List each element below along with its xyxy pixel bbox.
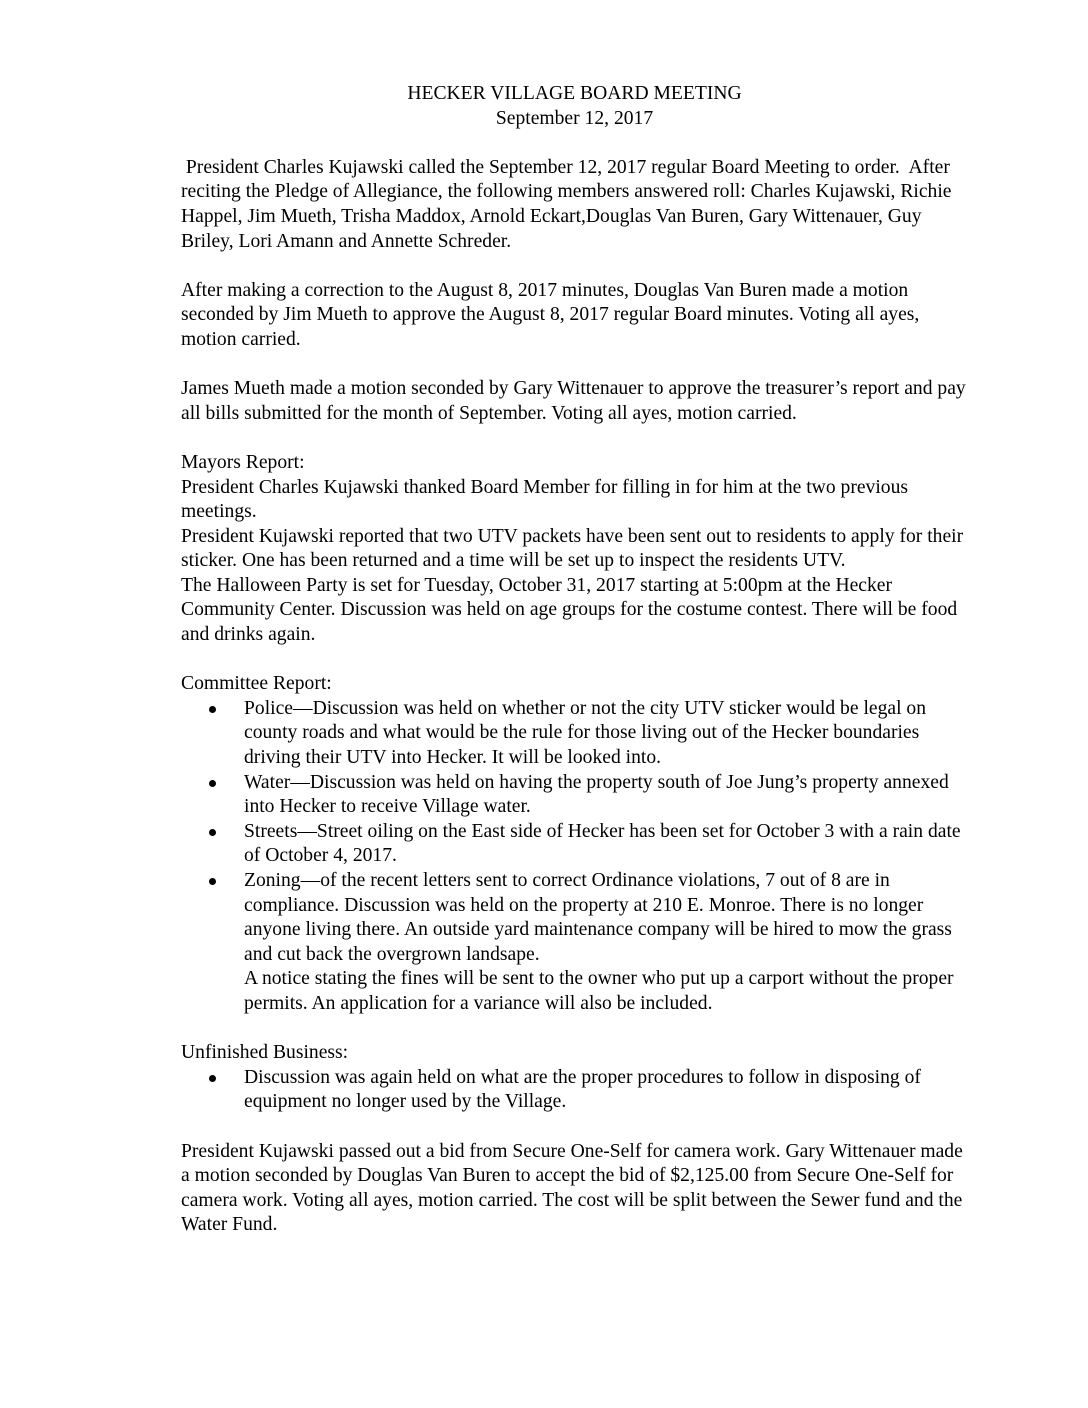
mayors-report-item: President Charles Kujawski thanked Board Member for filling in for him at the two previous meetings. bbox=[181, 476, 908, 523]
call-to-order-paragraph: President Charles Kujawski called the September 12, 2017 regular Board Meeting to order. After reciting the Pledge of Allegiance, the following members answered roll: Charles Kujawski, Richie Happel, Jim Mueth, Trisha Maddox, Arnold Eckart,Douglas Van Buren, Gary Wittenauer, Guy Briley, Lori Amann and Annette Schreder. bbox=[181, 156, 957, 252]
meeting-minutes bbox=[181, 82, 971, 1238]
committee-item-streets bbox=[181, 820, 971, 869]
document-header bbox=[178, 82, 971, 131]
spacer bbox=[181, 353, 971, 378]
camera-bid-paragraph: President Kujawski passed out a bid from Secure One-Self for camera work. Gary Wittenauer made a motion seconded by Douglas Van Buren to accept the bid of $2,125.00 from Secure One-Self for camera work. Voting all ayes, motion carried. The cost will be split between the Sewer fund and the Water Fund. bbox=[181, 1140, 963, 1236]
committee-item-water bbox=[181, 771, 971, 820]
unfinished-business-section bbox=[181, 1041, 971, 1115]
committee-item-police bbox=[181, 697, 971, 771]
committee-item-text: Police—Discussion was held on whether or not the city UTV sticker would be legal on county roads and what would be the rule for those living out of the Hecker boundaries driving their UTV into Hecker. It will be looked into. bbox=[244, 697, 927, 769]
mayors-report-item: The Halloween Party is set for Tuesday, October 31, 2017 starting at 5:00pm at the Hecker Community Center. Discussion was held on age groups for the costume contest. There will be food and drinks again. bbox=[181, 574, 958, 646]
spacer bbox=[181, 1017, 971, 1042]
committee-report-heading: Committee Report: bbox=[181, 673, 332, 695]
bullet-icon bbox=[209, 780, 216, 787]
spacer bbox=[181, 131, 971, 156]
minutes-approval-paragraph: After making a correction to the August 8, 2017 minutes, Douglas Van Buren made a motion seconded by Jim Mueth to approve the August 8, 2017 regular Board minutes. Voting all ayes, motion carried. bbox=[181, 279, 920, 350]
spacer bbox=[181, 1115, 971, 1140]
committee-report-section bbox=[181, 672, 971, 1016]
bullet-icon bbox=[209, 1075, 216, 1082]
committee-item-text: Streets—Street oiling on the East side of Hecker has been set for October 3 with a rain date of October 4, 2017. bbox=[244, 820, 961, 867]
document-title: HECKER VILLAGE BOARD MEETING bbox=[407, 83, 742, 104]
treasurer-report-paragraph: James Mueth made a motion seconded by Gary Wittenauer to approve the treasurer’s report and pay all bills submitted for the month of September. Voting all ayes, motion carried. bbox=[181, 378, 966, 424]
unfinished-business-text: Discussion was again held on what are the proper procedures to follow in disposing of equipment no longer used by the Village. bbox=[244, 1066, 921, 1113]
bullet-icon bbox=[209, 706, 216, 713]
committee-item-zoning bbox=[181, 869, 971, 1017]
spacer bbox=[181, 426, 971, 451]
zoning-followup-text: A notice stating the fines will be sent to the owner who put up a carport without the proper permits. An application for a variance will also be included. bbox=[244, 968, 954, 1014]
committee-report-list bbox=[181, 697, 971, 1017]
mayors-report-item: President Kujawski reported that two UTV packets have been sent out to residents to apply for their sticker. One has been returned and a time will be set up to inspect the residents UTV. bbox=[181, 525, 964, 572]
unfinished-business-item bbox=[181, 1066, 971, 1115]
bullet-icon bbox=[209, 878, 216, 885]
committee-item-text: Water—Discussion was held on having the property south of Joe Jung’s property annexed into Hecker to receive Village water. bbox=[244, 771, 949, 818]
mayors-report-heading: Mayors Report: bbox=[181, 451, 305, 473]
mayors-report-section bbox=[181, 451, 971, 648]
spacer bbox=[181, 254, 971, 279]
unfinished-business-heading: Unfinished Business: bbox=[181, 1042, 349, 1064]
spacer bbox=[181, 648, 971, 673]
bullet-icon bbox=[209, 829, 216, 836]
committee-item-text: Zoning—of the recent letters sent to correct Ordinance violations, 7 out of 8 are in compliance. Discussion was held on the property at 210 E. Monroe. There is no longer anyone living there. An outside yard maintenance company will be hired to mow the grass and cut back the overgrown landsape. bbox=[244, 870, 952, 965]
meeting-date: September 12, 2017 bbox=[495, 107, 654, 129]
unfinished-business-list bbox=[181, 1066, 971, 1115]
